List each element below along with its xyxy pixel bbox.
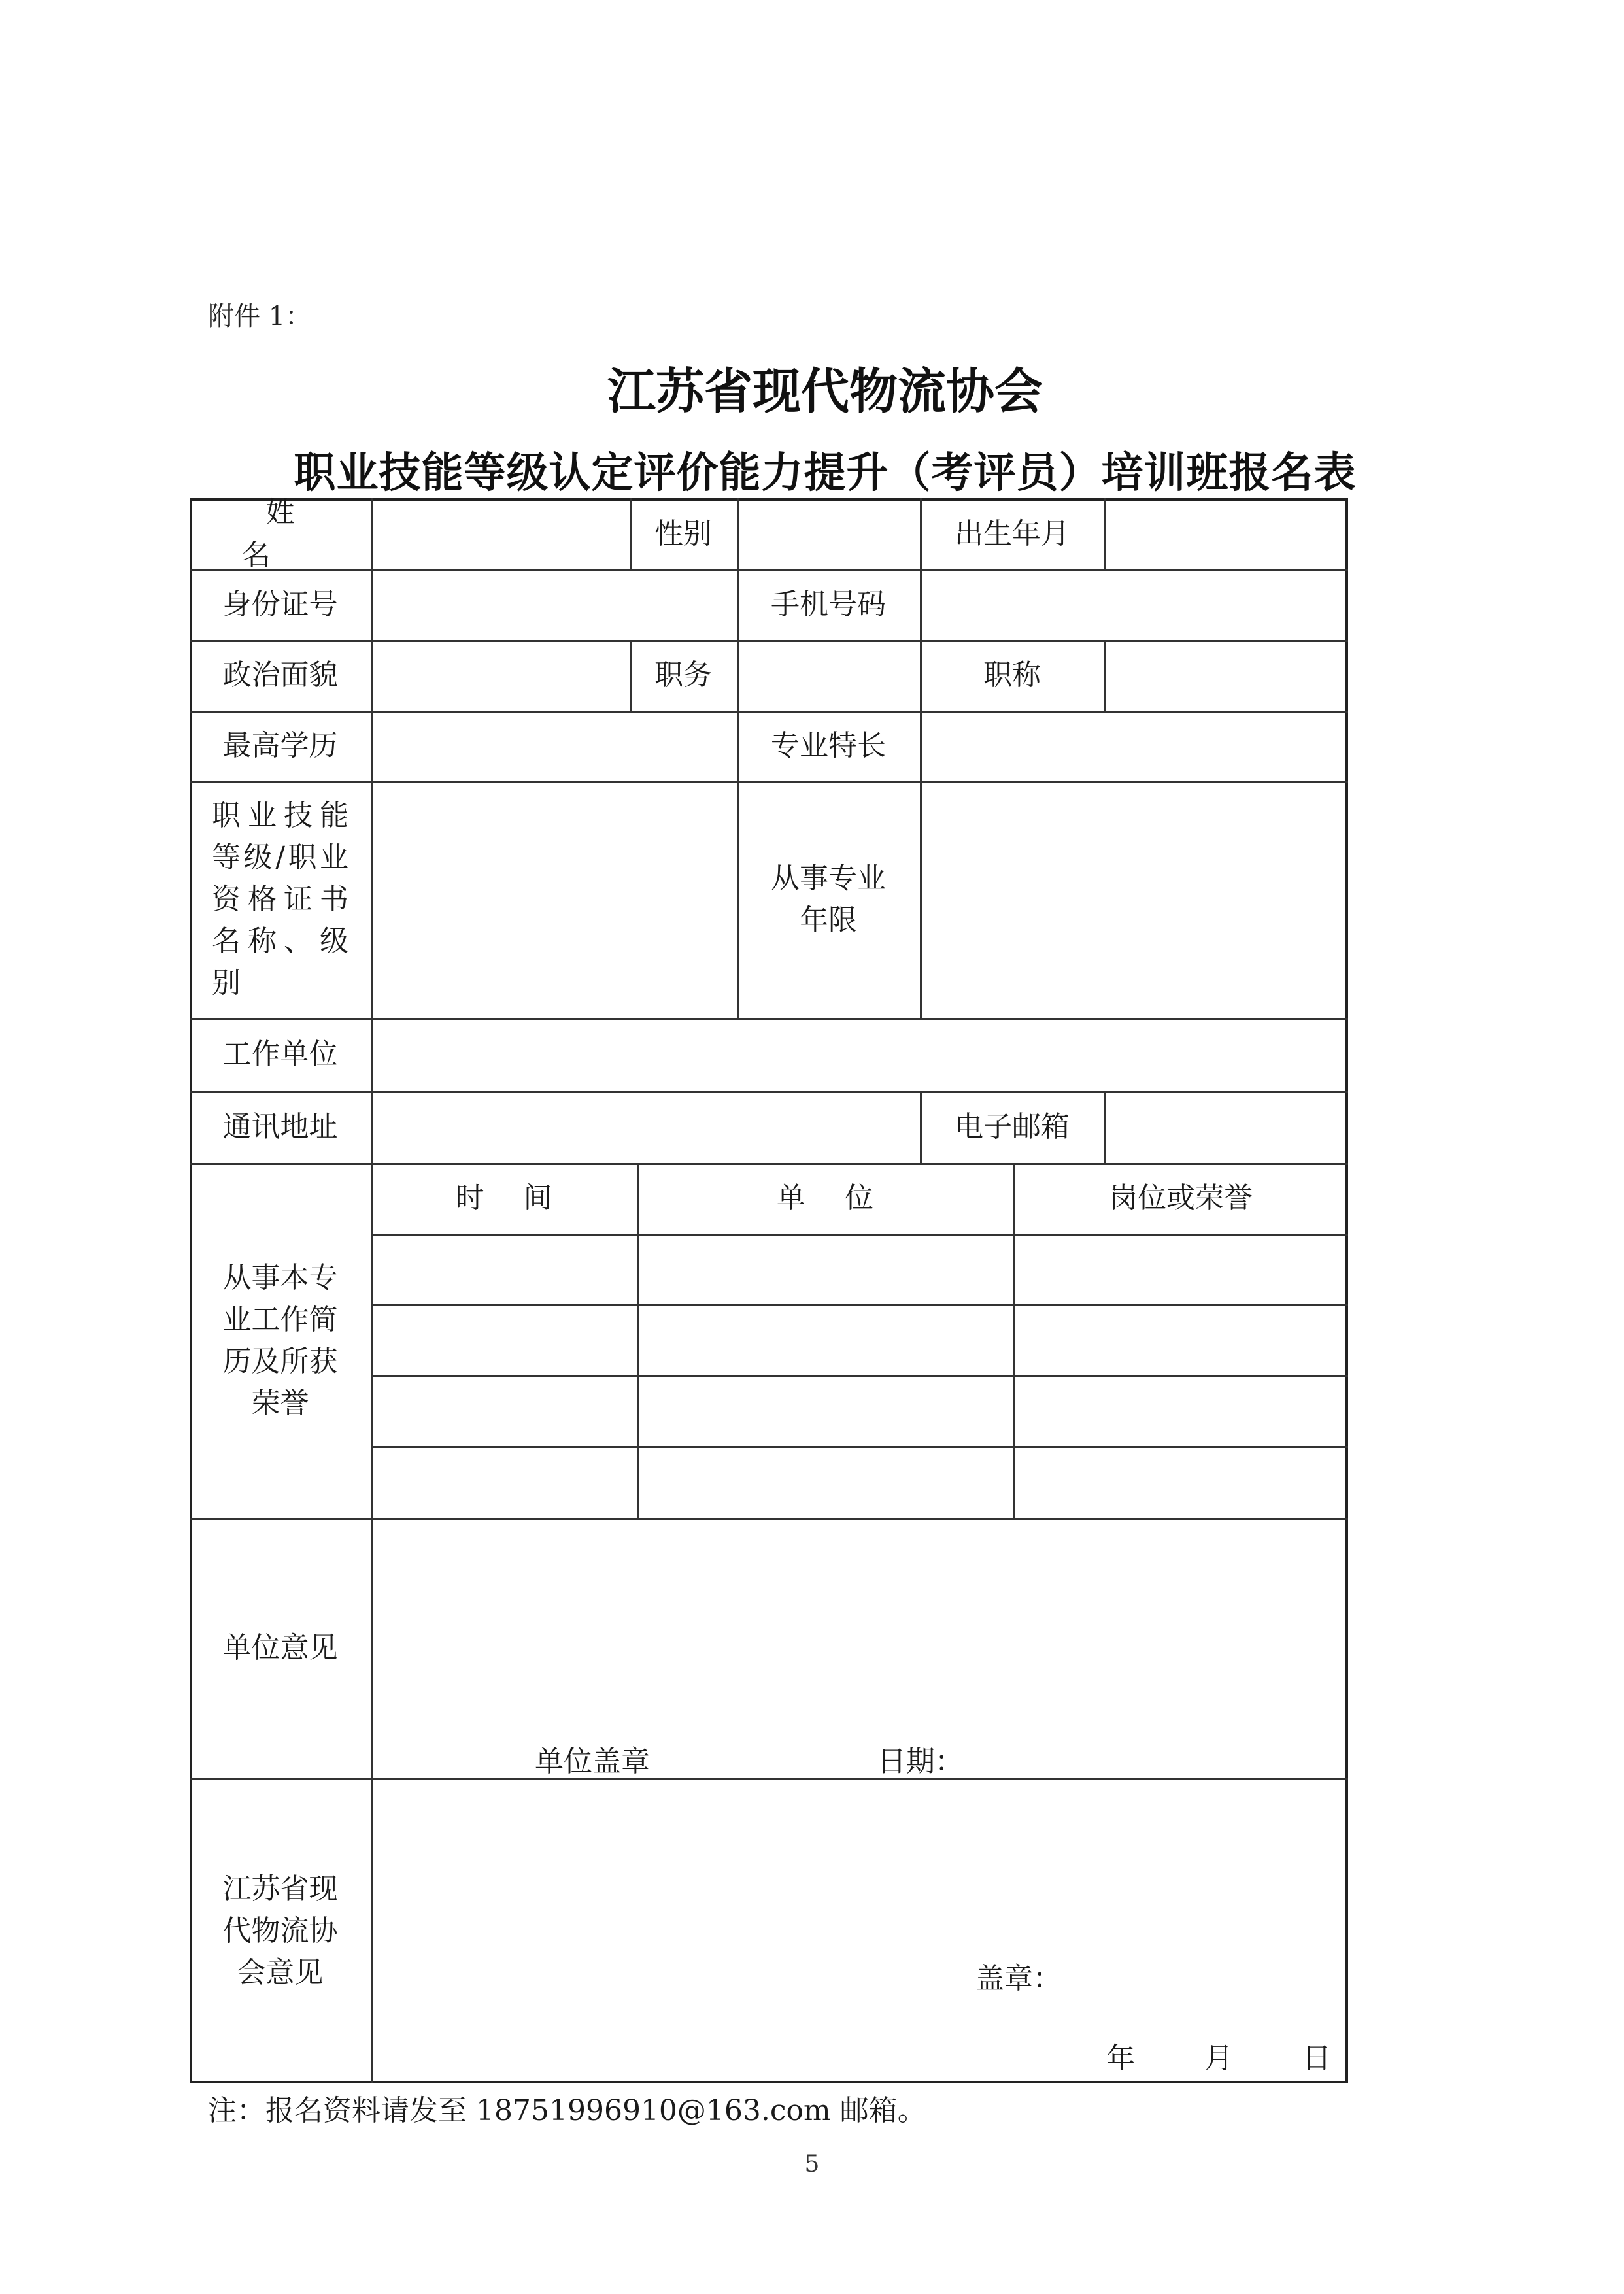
history-label: 从事本专业工作简历及所获荣誉: [222, 1260, 338, 1420]
history-time-input[interactable]: [371, 1304, 637, 1375]
specialty-input[interactable]: [920, 711, 1348, 781]
employer-label: 工作单位: [222, 1037, 338, 1071]
history-time-input[interactable]: [371, 1234, 637, 1304]
submission-note: 注：报名资料请发至 18751996910@163.com 邮箱。: [208, 2094, 926, 2127]
history-role-input[interactable]: [1013, 1446, 1348, 1518]
employer-input[interactable]: [371, 1018, 1348, 1091]
organization-title: 江苏省现代物流协会: [607, 363, 1043, 420]
association-opinion-input[interactable]: [371, 1778, 1348, 2083]
id-input[interactable]: [371, 569, 737, 640]
title-label: 职称: [983, 658, 1041, 692]
email-label: 电子邮箱: [955, 1110, 1070, 1143]
phone-input[interactable]: [920, 569, 1348, 640]
association-opinion-label: 江苏省现代物流协会意见: [222, 1872, 338, 1989]
history-unit-input[interactable]: [637, 1375, 1013, 1446]
form-title: 职业技能等级认定评价能力提升（考评员）培训班报名表: [294, 449, 1357, 498]
page-number: 5: [804, 2151, 820, 2178]
education-label: 最高学历: [222, 729, 338, 762]
years-input[interactable]: [920, 781, 1348, 1018]
political-input[interactable]: [371, 640, 630, 711]
month-label: 月: [1204, 2042, 1233, 2075]
phone-label: 手机号码: [771, 588, 886, 621]
email-input[interactable]: [1104, 1091, 1348, 1163]
political-label: 政治面貌: [222, 658, 338, 692]
birth-label: 出生年月: [955, 516, 1070, 550]
history-unit-input[interactable]: [637, 1304, 1013, 1375]
unit-seal-label: 单位盖章: [535, 1745, 650, 1778]
unit-opinion-input[interactable]: [371, 1518, 1348, 1778]
gender-input[interactable]: [737, 498, 920, 569]
title-input[interactable]: [1104, 640, 1348, 711]
attachment-label: 附件 1：: [208, 301, 312, 331]
address-input[interactable]: [371, 1091, 920, 1163]
skill-level-label: 职业技能等级/职业资格证书名称、级别: [212, 799, 348, 1000]
specialty-label: 专业特长: [771, 729, 886, 762]
year-label: 年: [1106, 2042, 1135, 2075]
history-role-input[interactable]: [1013, 1375, 1348, 1446]
association-seal-label: 盖章：: [975, 1962, 1062, 1995]
history-col-unit: 单位: [777, 1181, 913, 1215]
years-label: 从事专业年限: [771, 862, 886, 937]
birth-input[interactable]: [1104, 498, 1348, 569]
gender-label: 性别: [654, 516, 712, 550]
day-label: 日: [1302, 2042, 1331, 2075]
history-col-time: 时间: [455, 1181, 592, 1215]
history-time-input[interactable]: [371, 1375, 637, 1446]
position-label: 职务: [654, 658, 712, 692]
name-label: 姓名: [241, 495, 343, 572]
history-unit-input[interactable]: [637, 1234, 1013, 1304]
education-input[interactable]: [371, 711, 737, 781]
skill-level-input[interactable]: [371, 781, 737, 1018]
address-label: 通讯地址: [222, 1110, 338, 1143]
history-time-input[interactable]: [371, 1446, 637, 1518]
history-unit-input[interactable]: [637, 1446, 1013, 1518]
unit-date-label: 日期：: [877, 1745, 964, 1778]
position-input[interactable]: [737, 640, 920, 711]
history-role-input[interactable]: [1013, 1234, 1348, 1304]
unit-opinion-label: 单位意见: [222, 1631, 338, 1664]
history-col-role: 岗位或荣誉: [1109, 1181, 1253, 1215]
history-role-input[interactable]: [1013, 1304, 1348, 1375]
name-input[interactable]: [371, 498, 630, 569]
id-label: 身份证号: [222, 588, 338, 621]
